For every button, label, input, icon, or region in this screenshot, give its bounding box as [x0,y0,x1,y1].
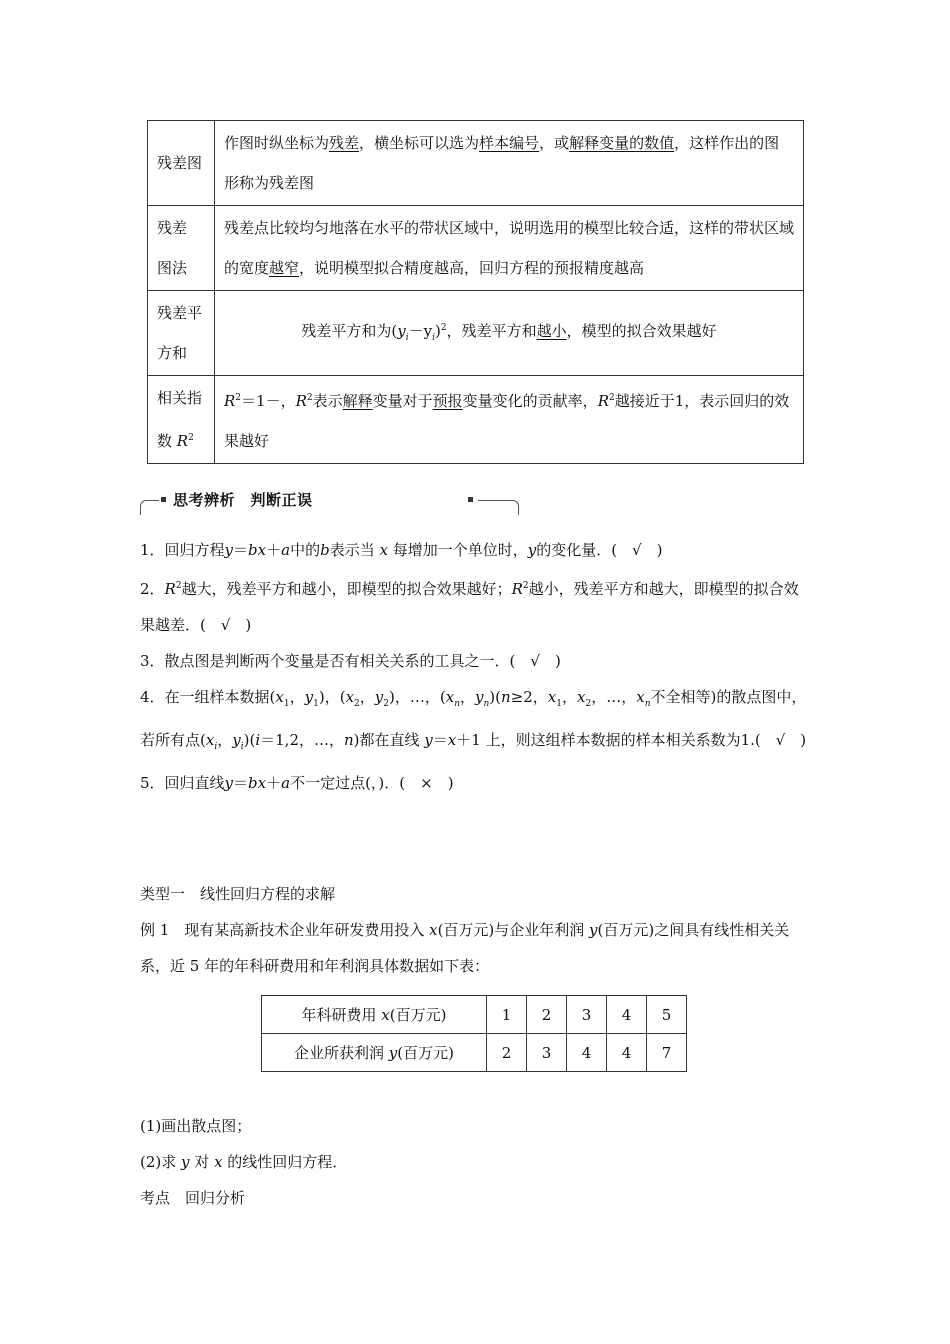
table-cell: 2 [487,1034,527,1072]
table-cell: 3 [527,1034,567,1072]
row-label: 企业所获利润 y(百万元) [262,1034,487,1072]
question-list [140,1108,810,1180]
judgment-item: 4．在一组样本数据($x_1$，$y_1$)，($x_2$，$y_2$)，…，($x_n$，$y_n)(n\ge 2$，$x_1$，$x_2$，…，$x_n$不全相等)的散点图中，若所有点($x_i$，$y_i)(i=1,2$，…，n)都在直线 y＝x＋1 上，则这组样本数据的样本相关系数为1.( √ ) [140,688,807,752]
kaodian: 考点 回归分析 [140,1189,246,1207]
type-heading: 类型一 线性回归方程的求解 [140,885,336,903]
table-row [148,376,804,464]
table-cell: 1 [487,996,527,1034]
table-row [262,1034,687,1072]
judgment-item: 2．$R^2$越大，残差平方和越小，即模型的拟合效果越好；$R^2$越小，残差平方和越大，即模型的拟合效果越差．( √ ) [140,580,799,634]
concept-table [147,120,804,464]
row-content: 作图时纵坐标为残差，横坐标可以选为样本编号，或解释变量的数值，这样作出的图形称为残差图 [215,121,804,206]
row-content: 残差点比较均匀地落在水平的带状区域中，说明选用的模型比较合适，这样的带状区域的宽度越窄，说明模型拟合精度越高，回归方程的预报精度越高 [215,206,804,291]
row-heading: 残差 图法 [148,206,215,291]
question-item: (1)画出散点图； [140,1117,252,1135]
table-cell: 4 [567,1034,607,1072]
row-content: $R^2=1-$，$R^2$表示解释变量对于预报变量变化的贡献率，$R^2$越接近于1，表示回归的效果越好 [215,376,804,464]
section-header [140,488,520,518]
table-row [148,291,804,376]
row-heading: 残差平 方和 [148,291,215,376]
judgment-list [140,532,810,801]
table-cell: 4 [607,1034,647,1072]
row-content: 残差平方和为$(y_i-y_i)^2$，残差平方和越小，模型的拟合效果越好 [215,291,804,376]
example-text: 例 1 现有某高新技术企业年研发费用投入 x(百万元)与企业年利润 y(百万元)之间具有线性相关关系，近 5 年的年科研费用和年利润具体数据如下表： [140,921,790,975]
data-table [261,995,687,1072]
judgment-item: 3．散点图是判断两个变量是否有相关关系的工具之一．( √ ) [140,652,561,670]
table-cell: 3 [567,996,607,1034]
table-cell: 2 [527,996,567,1034]
table-cell: 5 [647,996,687,1034]
section-title: 思考辨析 判断正误 [173,491,313,509]
table-cell: 7 [647,1034,687,1072]
judgment-item: 5．回归直线y＝bx＋a不一定过点(，)．( × ) [140,774,454,792]
table-row [148,206,804,291]
row-heading: 残差图 [148,121,215,206]
question-item: (2)求 y 对 x 的线性回归方程． [140,1153,348,1171]
table-cell: 4 [607,996,647,1034]
judgment-item: 1．回归方程y＝bx＋a中的b表示当 x 每增加一个单位时，y的变化量．( √ ) [140,541,663,559]
row-heading: 相关指 数 $R^2$ [148,376,215,464]
table-row [148,121,804,206]
table-row [262,996,687,1034]
row-label: 年科研费用 x(百万元) [262,996,487,1034]
